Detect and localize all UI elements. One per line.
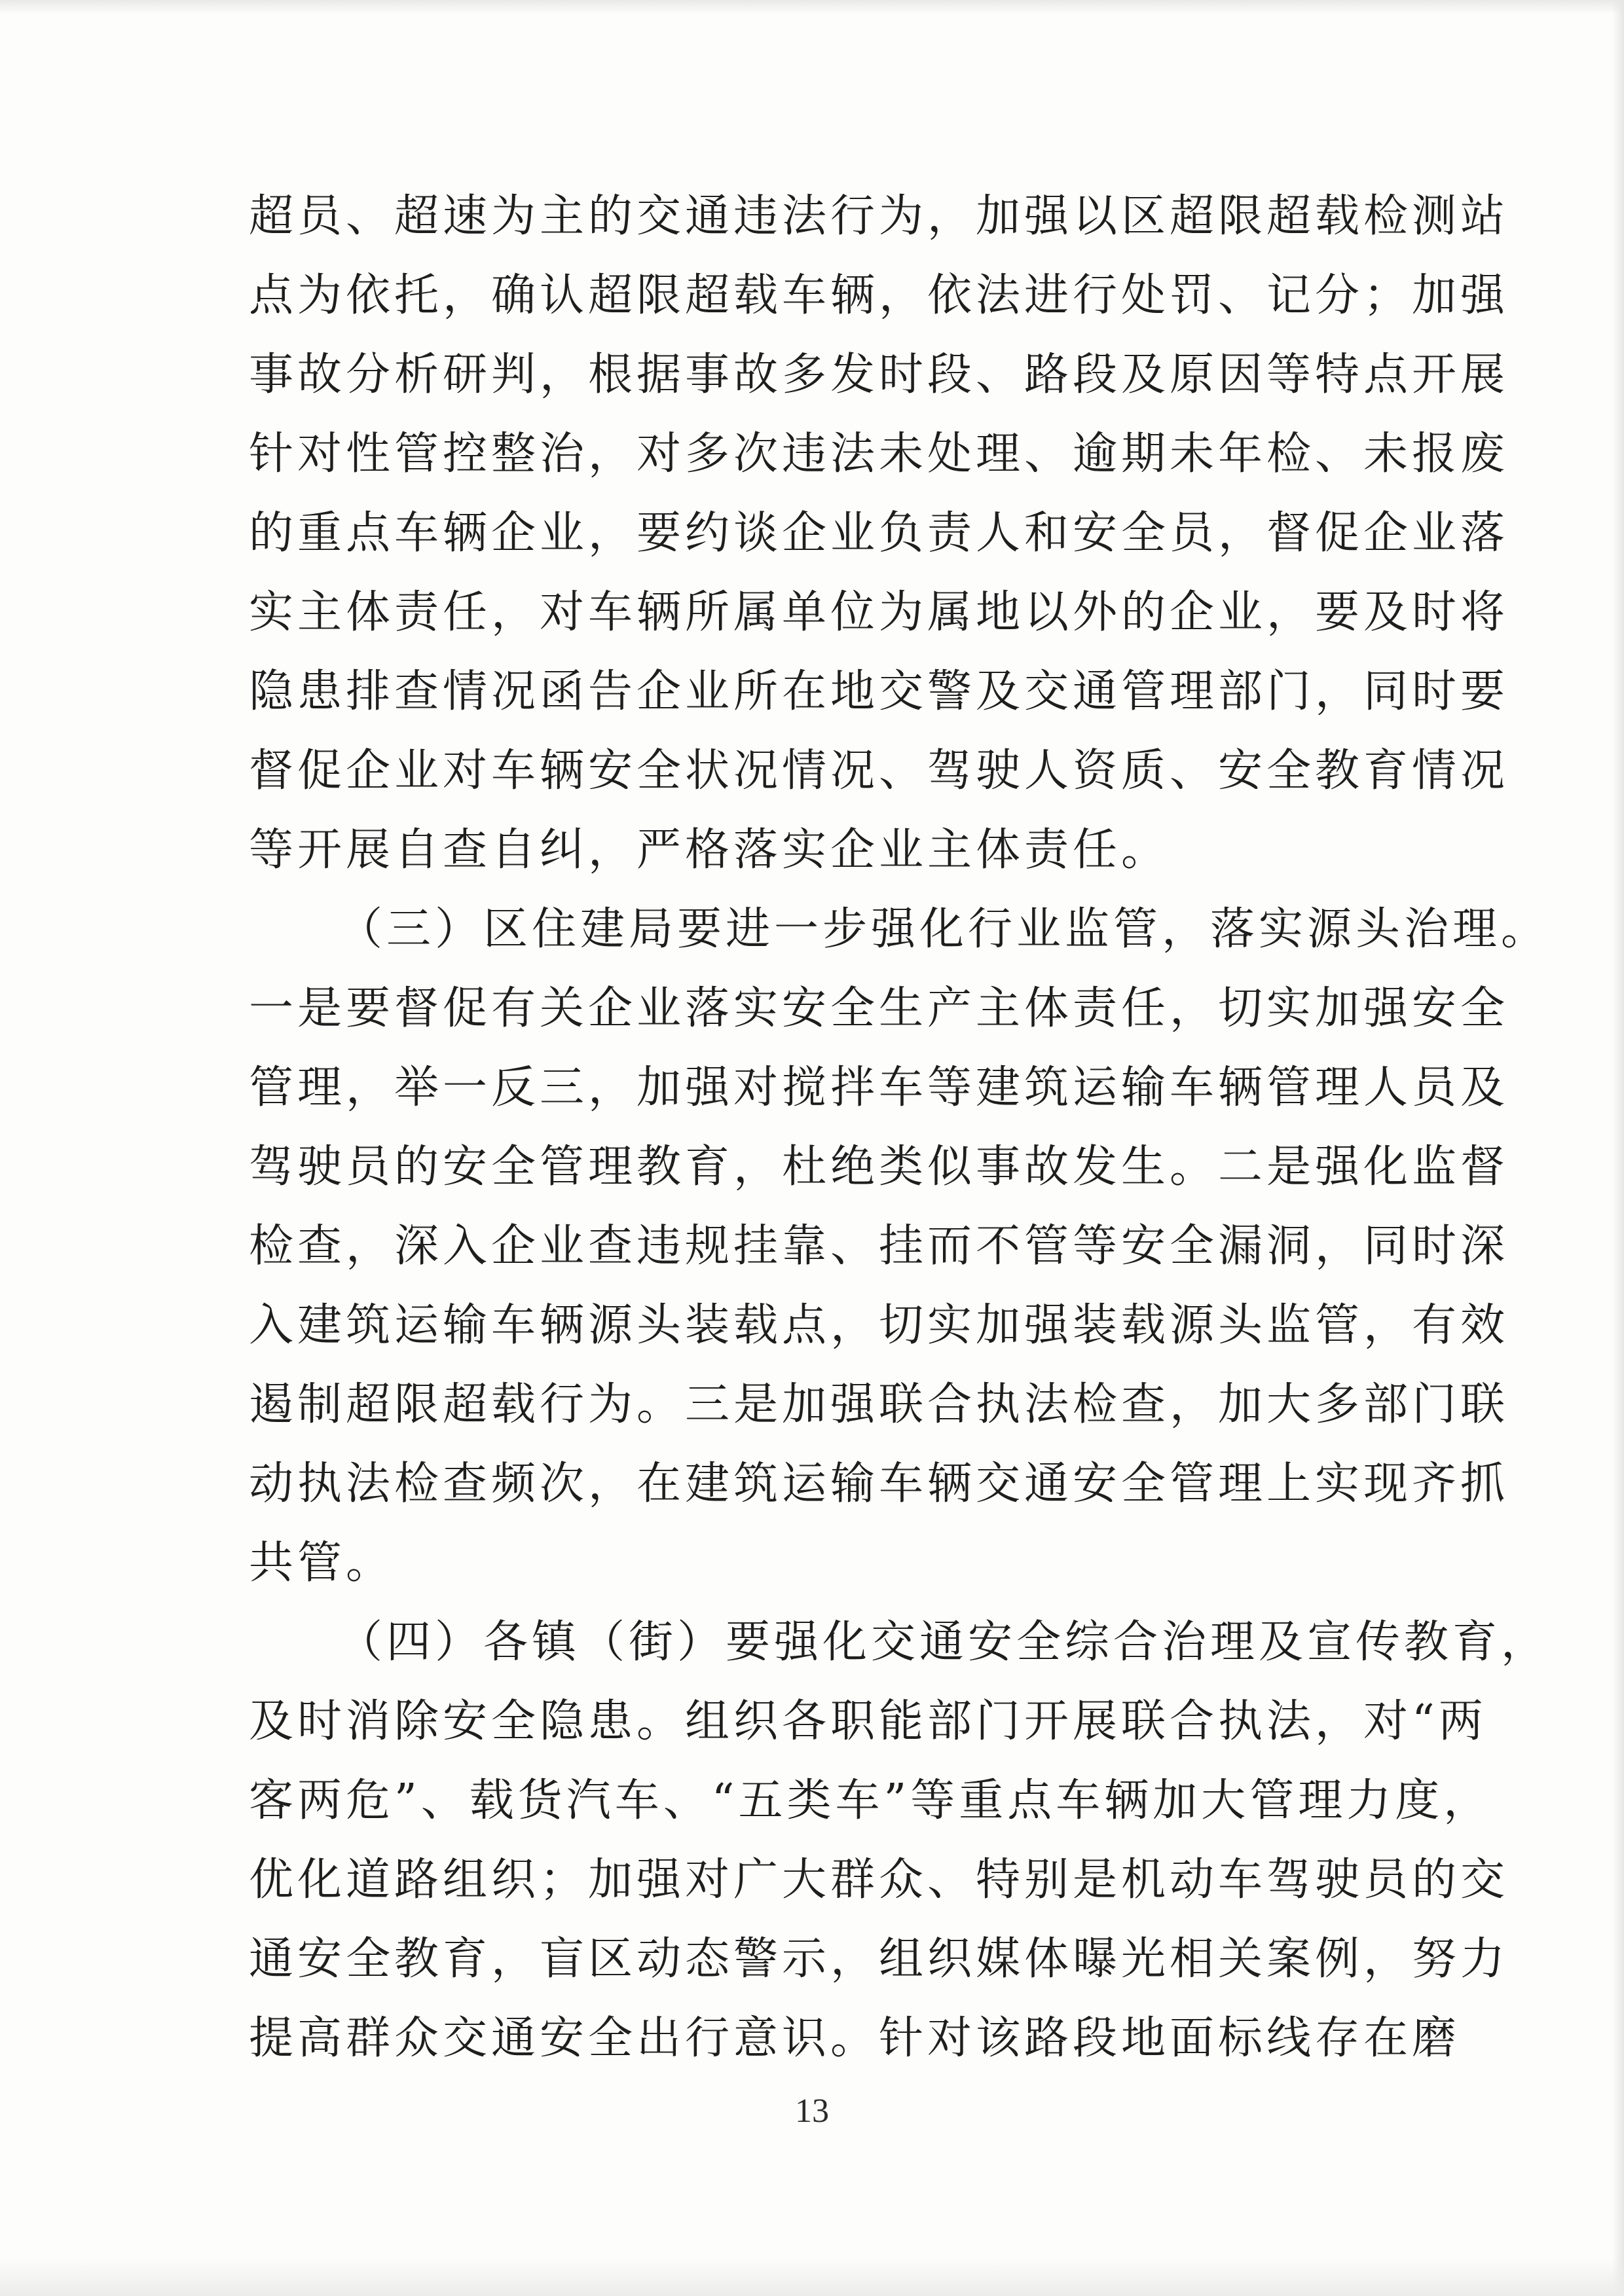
text-line: 针对性管控整治，对多次违法未处理、逾期未年检、未报废 (249, 428, 1509, 480)
text-line: 隐患排查情况函告企业所在地交警及交通管理部门，同时要 (249, 666, 1509, 718)
scan-edge-top (0, 0, 1624, 14)
text-line: 点为依托，确认超限超载车辆，依法进行处罚、记分；加强 (249, 270, 1509, 321)
text-line: 实主体责任，对车辆所属单位为属地以外的企业，要及时将 (249, 587, 1509, 638)
page-number: 13 (795, 2092, 829, 2130)
text-line: 优化道路组织；加强对广大群众、特别是机动车驾驶员的交 (249, 1854, 1509, 1906)
text-line: 通安全教育，盲区动态警示，组织媒体曝光相关案例，努力 (249, 1933, 1509, 1985)
text-line: 督促企业对车辆安全状况情况、驾驶人资质、安全教育情况 (249, 745, 1509, 797)
text-line: 驾驶员的安全管理教育，杜绝类似事故发生。二是强化监督 (249, 1141, 1509, 1193)
section-heading-three: （三）区住建局要进一步强化行业监管，落实源头治理。 (338, 903, 1550, 955)
text-line: 超员、超速为主的交通违法行为，加强以区超限超载检测站 (249, 191, 1509, 242)
text-line-paragraph-end: 等开展自查自纠，严格落实企业主体责任。 (249, 824, 1170, 876)
text-line: 事故分析研判，根据事故多发时段、路段及原因等特点开展 (249, 349, 1509, 401)
text-line: 及时消除安全隐患。组织各职能部门开展联合执法，对“两 (249, 1696, 1487, 1747)
scan-edge-bottom (0, 2257, 1624, 2296)
body-text (249, 177, 1550, 2078)
text-line: 管理，举一反三，加强对搅拌车等建筑运输车辆管理人员及 (249, 1062, 1509, 1114)
text-line: 提高群众交通安全出行意识。针对该路段地面标线存在磨 (249, 2013, 1461, 2064)
scan-edge-right (1612, 0, 1624, 2296)
text-line: 入建筑运输车辆源头装载点，切实加强装载源头监管，有效 (249, 1300, 1509, 1351)
text-line: 客两危”、载货汽车、“五类车”等重点车辆加大管理力度， (249, 1775, 1492, 1827)
text-line: 动执法检查频次，在建筑运输车辆交通安全管理上实现齐抓 (249, 1458, 1509, 1510)
section-heading-four: （四）各镇（街）要强化交通安全综合治理及宣传教育， (338, 1616, 1550, 1668)
text-line: 检查，深入企业查违规挂靠、挂而不管等安全漏洞，同时深 (249, 1220, 1509, 1272)
text-line: 遏制超限超载行为。三是加强联合执法检查，加大多部门联 (249, 1379, 1509, 1430)
text-line: 的重点车辆企业，要约谈企业负责人和安全员，督促企业落 (249, 507, 1509, 559)
text-line: 一是要督促有关企业落实安全生产主体责任，切实加强安全 (249, 983, 1509, 1034)
text-line-paragraph-end: 共管。 (249, 1537, 395, 1589)
